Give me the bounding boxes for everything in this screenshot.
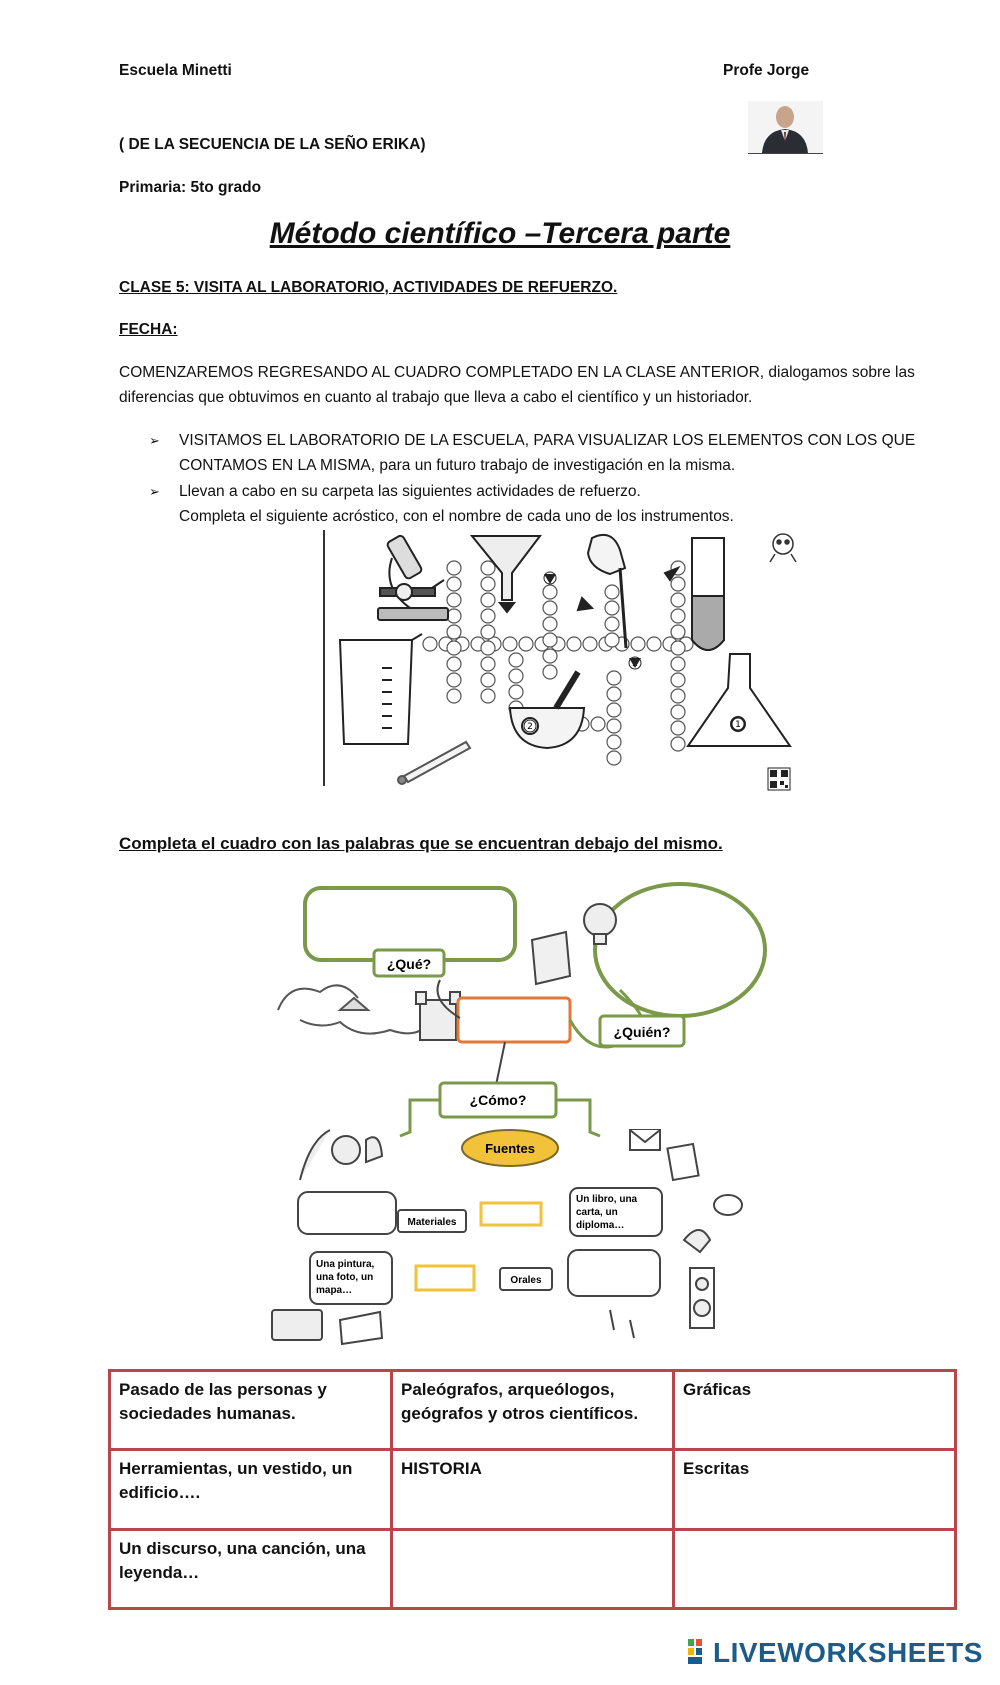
liveworksheets-logo <box>688 1637 983 1669</box>
typewriter-icon <box>272 1310 382 1344</box>
bullet-line: VISITAMOS EL LABORATORIO DE LA ESCUELA, PARA VISUALIZAR LOS ELEMENTOS CON LOS QUE <box>179 432 916 449</box>
who-answer-oval <box>595 884 765 1016</box>
arrow-bullet-icon: ➢ <box>149 484 160 499</box>
castle-icon <box>416 992 460 1040</box>
acrostic-cell <box>509 685 523 699</box>
letters-icon <box>630 1130 699 1180</box>
acrostic-cell <box>543 585 557 599</box>
marker-number: 1 <box>735 720 741 730</box>
bullet-activities <box>149 479 734 529</box>
acrostic-cell <box>543 601 557 615</box>
arrow-bullet-icon: ➢ <box>149 433 160 448</box>
table-cell: Escritas <box>674 1450 956 1529</box>
cartoon-bug-icon <box>770 534 796 562</box>
materials-label: Materiales <box>407 1217 457 1228</box>
acrostic-cell <box>671 721 685 735</box>
bullet-visit <box>149 428 916 478</box>
table-cell: Pasado de las personas y sociedades humanas. <box>110 1371 392 1450</box>
acrostic-cell <box>543 617 557 631</box>
scroll-icon <box>532 932 570 984</box>
class-heading: CLASE 5: VISITA AL LABORATORIO, ACTIVIDADES DE REFUERZO. <box>119 279 618 296</box>
word-bank-table <box>108 1369 957 1610</box>
acrostic-cell <box>481 609 495 623</box>
lab-acrostic <box>320 528 810 793</box>
acrostic-cell <box>519 637 533 651</box>
how-label: ¿Cómo? <box>469 1092 527 1108</box>
acrostic-cell <box>631 637 645 651</box>
landscape-icon <box>278 985 430 1033</box>
materials-answer-box <box>298 1192 396 1234</box>
intro-line: diferencias que obtuvimos en cuanto al trabajo que lleva a cabo el científico y un historiador. <box>119 389 753 406</box>
central-banner <box>458 998 570 1042</box>
acrostic-cell <box>605 601 619 615</box>
acrostic-cell <box>583 637 597 651</box>
acrostic-cell <box>481 641 495 655</box>
acrostic-cell <box>543 649 557 663</box>
left-answer-box <box>416 1266 474 1290</box>
marker-number: 2 <box>527 722 533 732</box>
acrostic-cell <box>447 673 461 687</box>
acrostic-cell <box>671 577 685 591</box>
erlenmeyer-flask-icon <box>688 654 790 746</box>
mortar-icon <box>510 672 584 748</box>
acrostic-cell <box>481 625 495 639</box>
microscope-icon <box>378 534 448 620</box>
artifacts-icon <box>300 1130 382 1180</box>
table-cell <box>674 1529 956 1608</box>
logo-mark-icon <box>688 1639 710 1665</box>
acrostic-cell <box>671 625 685 639</box>
arrow-markers <box>544 574 641 668</box>
intro-paragraph <box>119 360 915 410</box>
acrostic-cell <box>481 577 495 591</box>
acrostic-cell <box>671 641 685 655</box>
bullet-line: CONTAMOS EN LA MISMA, para un futuro trabajo de investigación en la misma. <box>179 457 736 474</box>
acrostic-cell <box>607 687 621 701</box>
book-label-line: carta, un <box>576 1207 618 1218</box>
page-title: Método científico –Tercera parte <box>269 217 731 250</box>
teacher-name: Profe Jorge <box>723 62 810 79</box>
acrostic-cell <box>481 657 495 671</box>
table-cell: Gráficas <box>674 1371 956 1450</box>
bullet-line: Completa el siguiente acróstico, con el nombre de cada uno de los instrumentos. <box>179 508 734 525</box>
painting-label-line: mapa… <box>316 1285 353 1296</box>
table-cell: Herramientas, un vestido, un edificio…. <box>110 1450 392 1529</box>
oral-label: Orales <box>510 1275 542 1286</box>
oral-answer-box <box>568 1250 660 1296</box>
acrostic-cell <box>567 637 581 651</box>
acrostic-cell <box>671 609 685 623</box>
table-instruction: Completa el cuadro con las palabras que se encuentran debajo del mismo. <box>119 834 723 853</box>
acrostic-cell <box>481 689 495 703</box>
bullet-line: Llevan a cabo en su carpeta las siguientes actividades de refuerzo. <box>179 483 641 500</box>
acrostic-cell <box>543 633 557 647</box>
qr-code <box>768 768 790 790</box>
table-row <box>110 1529 956 1608</box>
date-label: FECHA: <box>119 321 178 338</box>
table-cell: HISTORIA <box>392 1450 674 1529</box>
acrostic-cell <box>647 637 661 651</box>
acrostic-cell <box>509 669 523 683</box>
acrostic-cell <box>607 703 621 717</box>
table-row <box>110 1371 956 1450</box>
acrostic-cell <box>671 593 685 607</box>
acrostic-cell <box>481 673 495 687</box>
acrostic-cell <box>605 633 619 647</box>
acrostic-cell <box>503 637 517 651</box>
sequence-line: ( DE LA SECUENCIA DE LA SEÑO ERIKA) <box>119 136 426 153</box>
who-label: ¿Quién? <box>613 1024 671 1040</box>
beaker-icon <box>340 634 422 744</box>
acrostic-cell <box>447 593 461 607</box>
book-label-line: Un libro, una <box>576 1194 638 1205</box>
thermometer-icon <box>398 742 470 784</box>
acrostic-cell <box>671 705 685 719</box>
acrostic-drawing <box>320 528 810 793</box>
acrostic-cell <box>607 751 621 765</box>
concept-map-drawing <box>270 880 770 1350</box>
acrostic-cell <box>543 665 557 679</box>
intro-line: COMENZAREMOS REGRESANDO AL CUADRO COMPLETADO EN LA CLASE ANTERIOR, dialogamos sobre las <box>119 364 915 381</box>
acrostic-cell <box>605 617 619 631</box>
acrostic-cell <box>607 719 621 733</box>
acrostic-cell <box>671 657 685 671</box>
acrostic-cell <box>447 689 461 703</box>
acrostic-cell <box>671 689 685 703</box>
acrostic-cell <box>605 585 619 599</box>
acrostic-cell <box>671 737 685 751</box>
book-label-line: diploma… <box>576 1220 625 1231</box>
acrostic-cell <box>447 641 461 655</box>
acrostic-cell <box>447 657 461 671</box>
grade-line: Primaria: 5to grado <box>119 179 262 196</box>
acrostic-cell <box>447 609 461 623</box>
acrostic-cell <box>447 577 461 591</box>
acrostic-cell <box>607 671 621 685</box>
table-cell: Paleógrafos, arqueólogos, geógrafos y otros científicos. <box>392 1371 674 1450</box>
acrostic-cell <box>447 625 461 639</box>
teacher-photo <box>748 101 823 154</box>
painting-label-line: Una pintura, <box>316 1259 375 1270</box>
sources-label: Fuentes <box>485 1141 535 1156</box>
acrostic-cell <box>671 673 685 687</box>
acrostic-cell <box>607 735 621 749</box>
acrostic-cell <box>481 593 495 607</box>
what-label: ¿Qué? <box>386 956 432 972</box>
acrostic-cell <box>447 561 461 575</box>
acrostic-cell <box>591 717 605 731</box>
acrostic-cell <box>509 653 523 667</box>
logo-text: LIVEWORKSHEETS <box>713 1637 983 1668</box>
history-concept-map <box>270 880 770 1350</box>
table-cell <box>392 1529 674 1608</box>
table-row <box>110 1450 956 1529</box>
table-cell: Un discurso, una canción, una leyenda… <box>110 1529 392 1608</box>
center-answer-box <box>481 1203 541 1225</box>
painting-label-line: una foto, un <box>316 1272 374 1283</box>
acrostic-cell <box>423 637 437 651</box>
school-name: Escuela Minetti <box>119 62 232 79</box>
